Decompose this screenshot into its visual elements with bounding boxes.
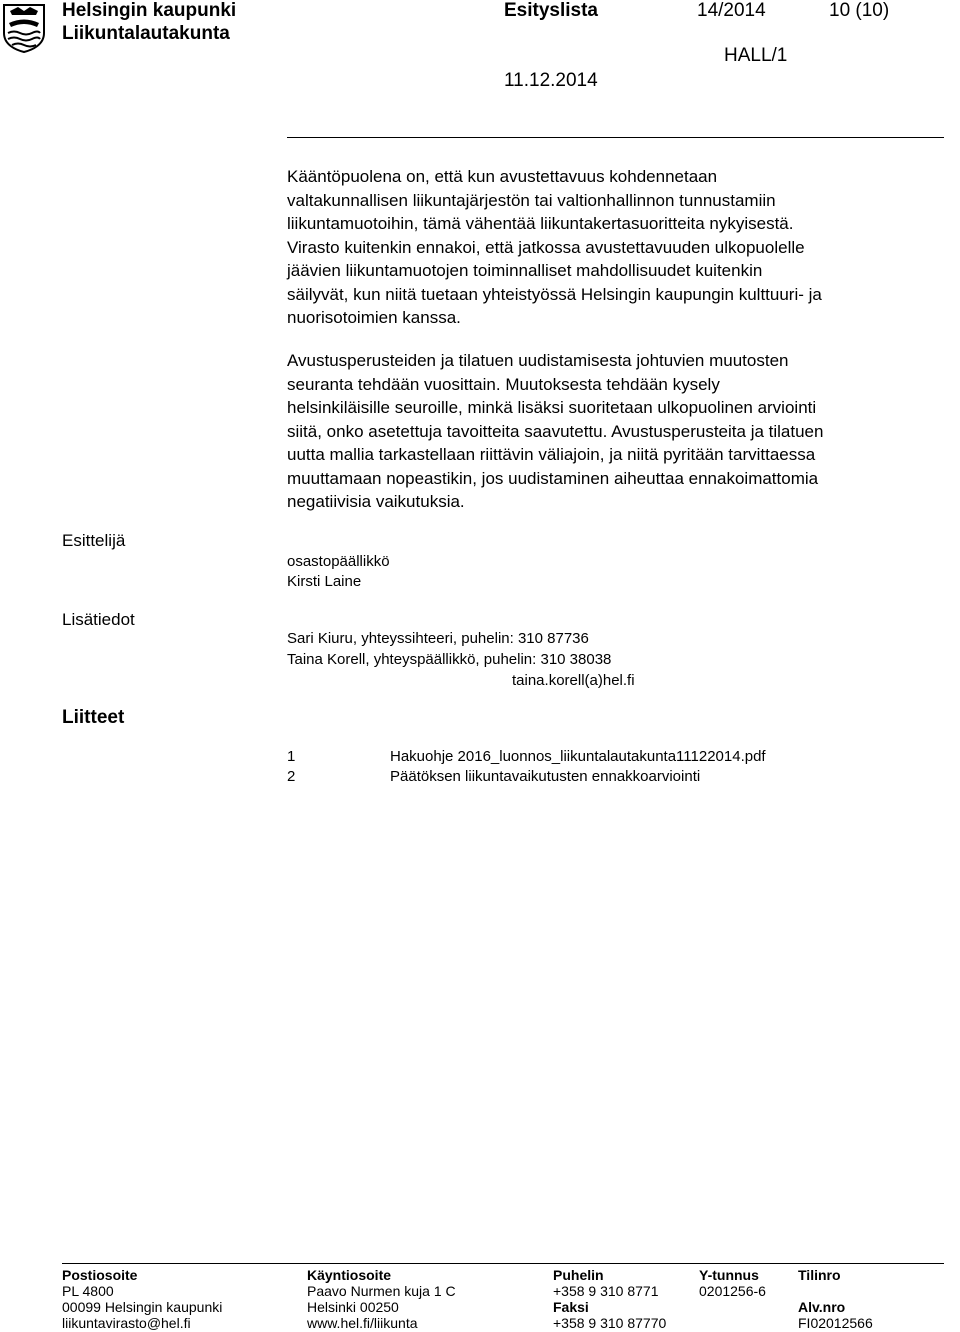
footer-heading: Tilinro — [798, 1267, 841, 1283]
footer-business-id — [699, 1267, 766, 1299]
attachment-link[interactable]: Päätöksen liikuntavaikutusten ennakkoarviointi — [390, 768, 701, 785]
text-line: negatiivisia vaikutuksia. — [287, 492, 465, 511]
text-line: muuttamaan nopeastikin, jos uudistaminen aiheuttaa ennakoimattomia — [287, 468, 819, 488]
footer-heading: Käyntiosoite — [307, 1267, 392, 1283]
text-line: seuranta tehdään vuosittain. Muutoksesta tehdään kysely — [287, 374, 720, 394]
contact-1: Sari Kiuru, yhteyssihteeri, puhelin: 310 87736 — [287, 630, 589, 647]
footer-text: +358 9 310 8771 — [553, 1283, 659, 1299]
presenter-title: osastopäällikkö — [287, 553, 390, 570]
text-line: jäävien liikuntamuotojen toiminnalliset mahdollisuudet kuitenkin — [287, 261, 763, 280]
footer-phone — [553, 1267, 666, 1331]
footer-text: 0201256-6 — [699, 1283, 766, 1299]
org-name: Helsingin kaupunki — [62, 0, 237, 21]
header-divider — [287, 137, 944, 138]
text-line: Virasto kuitenkin ennakoi, että jatkossa avustettavuuden ulkopuolelle — [287, 237, 805, 257]
footer-text: Paavo Nurmen kuja 1 C — [307, 1283, 456, 1299]
attachments-label: Liitteet — [62, 707, 125, 728]
footer-visiting — [307, 1267, 456, 1331]
text-line: valtakunnallisen liikuntajärjestön tai valtionhallinnon tunnustamiin — [287, 190, 776, 210]
text-line: siitä, onko asetettuja tavoitteita saavutettu. Avustusperusteita ja tilatuen — [287, 421, 824, 441]
section-code: HALL/1 — [724, 45, 788, 66]
doc-type: Esityslista — [504, 0, 598, 21]
paragraph-2 — [287, 349, 957, 514]
text-line: Avustusperusteiden ja tilatuen uudistamisesta johtuvien muutosten — [287, 351, 789, 370]
footer-heading: Y-tunnus — [699, 1267, 759, 1283]
info-label: Lisätiedot — [62, 610, 135, 629]
meeting-date: 11.12.2014 — [504, 70, 598, 91]
page-number: 10 (10) — [829, 0, 890, 21]
paragraph-1 — [287, 165, 957, 330]
footer-heading: Faksi — [553, 1299, 589, 1315]
text-line: liikuntamuotoihin, tämä vähentää liikuntakertasuoritteita nykyisestä. — [287, 214, 794, 233]
footer-divider — [62, 1263, 944, 1264]
footer-text: +358 9 310 87770 — [553, 1315, 667, 1331]
presenter-name: Kirsti Laine — [287, 573, 362, 590]
contact-2: Taina Korell, yhteyspäällikkö, puhelin: 310 38038 — [287, 651, 612, 668]
attachment-link[interactable]: Hakuohje 2016_luonnos_liikuntalautakunta11122014.pdf — [390, 748, 766, 765]
footer-account — [798, 1267, 873, 1331]
contact-email: taina.korell(a)hel.fi — [512, 672, 635, 689]
text-line: säilyvät, kun niitä tuetaan yhteistyössä Helsingin kaupungin kulttuuri- ja — [287, 284, 822, 304]
helsinki-crest-logo — [2, 3, 46, 53]
footer-postal — [62, 1267, 222, 1331]
footer-text: Helsinki 00250 — [307, 1299, 399, 1315]
footer-text: 00099 Helsingin kaupunki — [62, 1299, 223, 1315]
text-line: Kääntöpuolena on, että kun avustettavuus kohdennetaan — [287, 167, 718, 186]
text-line: uutta mallia tarkastellaan riittävin väliajoin, ja niitä pyritään tarvittaessa — [287, 445, 816, 464]
footer-text: PL 4800 — [62, 1283, 114, 1299]
footer-heading: Postiosoite — [62, 1267, 138, 1283]
text-line: nuorisotoimien kanssa. — [287, 308, 461, 327]
presenter-label: Esittelijä — [62, 531, 126, 550]
footer-email-link[interactable]: liikuntavirasto@hel.fi — [62, 1315, 191, 1331]
attachment-number: 2 — [287, 768, 296, 785]
doc-number: 14/2014 — [697, 0, 766, 21]
footer-text: FI02012566 — [798, 1315, 873, 1331]
board-name: Liikuntalautakunta — [62, 23, 230, 44]
footer-web-link[interactable]: www.hel.fi/liikunta — [307, 1315, 418, 1331]
footer-heading: Alv.nro — [798, 1299, 846, 1315]
attachment-number: 1 — [287, 748, 296, 765]
footer-heading: Puhelin — [553, 1267, 604, 1283]
text-line: helsinkiläisille seuroille, minkä lisäksi suoritetaan ulkopuolinen arviointi — [287, 398, 817, 417]
